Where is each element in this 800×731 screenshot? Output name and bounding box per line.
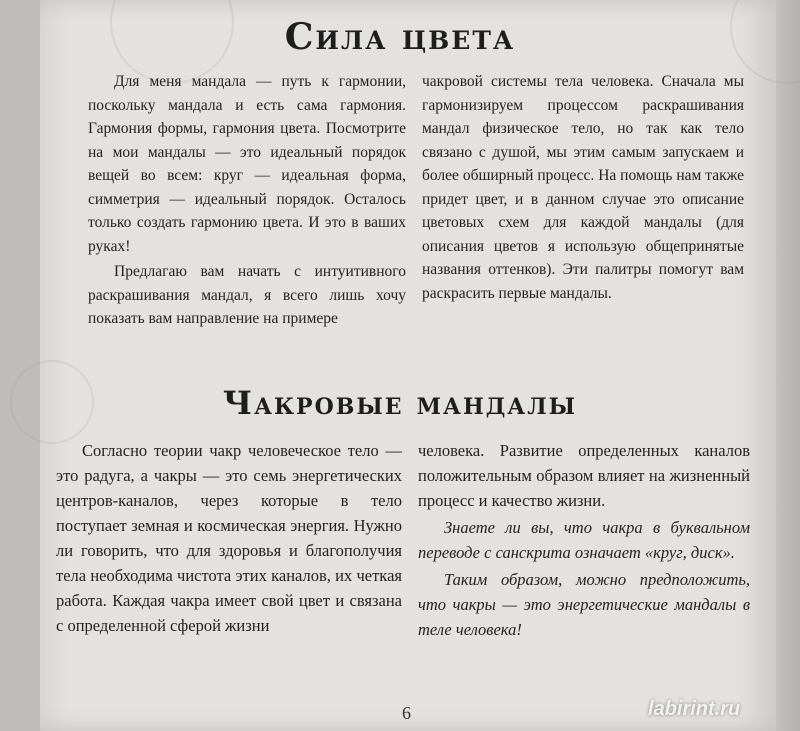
paragraph: Предлагаю вам начать с интуитивного раскрашивания мандал, я всего лишь хочу показать вам направление на примере bbox=[88, 263, 406, 327]
paragraph: Для меня мандала — путь к гармонии, поскольку мандала и есть сама гармония. Гармония формы, гармония цвета. Посмотрите на мои мандалы — это идеальный порядок вещей во всем: круг — идеальная форма, симметрия — идеальный порядок. Осталось только создать гармонию цвета. И это в ваших руках! bbox=[88, 73, 406, 255]
section2-left-column bbox=[56, 438, 402, 640]
section-title-color-power: Сила цвета bbox=[284, 16, 516, 58]
paragraph: человека. Развитие определенных каналов положительным образом влияет на жизненный процесс и качество жизни. bbox=[418, 441, 750, 510]
italic-paragraph: Знаете ли вы, что чакра в буквальном переводе с санскрита означает «круг, диск». bbox=[418, 518, 750, 562]
section-title-chakra-mandalas: Чакровые мандалы bbox=[222, 384, 578, 422]
section1-left-column bbox=[88, 70, 406, 333]
section1-right-column bbox=[422, 70, 744, 307]
paragraph: Согласно теории чакр человеческое тело — это радуга, а чакры — это семь энергетических центров-каналов, через которые в тело поступает земная и космическая энергия. Нужно ли говорить, что для здоровья и благополучия тела необходима чистота этих каналов, их четкая работа. Каждая чакра имеет свой цвет и связана с определенной сферой жизни bbox=[56, 441, 402, 635]
watermark-logo: labirint.ru bbox=[648, 698, 741, 720]
italic-paragraph: Таким образом, можно предположить, что чакры — это энергетические мандалы в теле человека! bbox=[418, 570, 750, 639]
paragraph: чакровой системы тела человека. Сначала мы гармонизируем процессом раскрашивания мандал физическое тело, но так как тело связано с душой, мы этим самым запускаем и более обширный процесс. На помощь нам также придет цвет, и в данном случае это описание цветовых схем для каждой мандалы (для описания цветов я использую общепринятые названия оттенков). Эти палитры помогут вам раскрасить первые мандалы. bbox=[422, 73, 744, 302]
page-number: 6 bbox=[402, 703, 411, 723]
section2-right-column bbox=[418, 438, 750, 644]
